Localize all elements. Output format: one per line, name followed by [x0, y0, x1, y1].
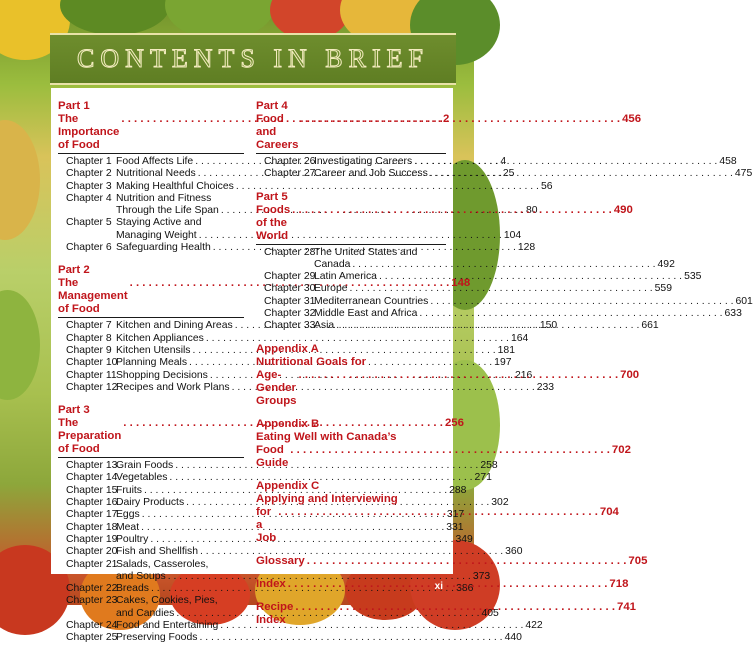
chapter-entry[interactable]: [264, 156, 737, 168]
chapter-page: 601: [735, 295, 753, 307]
section-title-text: The Importance of Food: [58, 113, 120, 151]
chapter-title-text: The United States and: [314, 246, 418, 258]
section-title-text: The Preparation of Food: [58, 417, 122, 456]
chapter-label: Chapter 13: [66, 460, 118, 472]
section-page: 148: [451, 277, 471, 290]
section-title-text: Food and Careers: [256, 113, 299, 151]
section-title-text: Applying and Interviewing: [256, 492, 398, 505]
chapter-label: Chapter 8: [66, 332, 112, 344]
section-page: 456: [622, 113, 642, 125]
section-title[interactable]: [256, 431, 446, 444]
chapter-title-text: Meat: [116, 521, 140, 533]
chapter-entry[interactable]: [66, 533, 473, 546]
chapter-title-text: Mediterranean Countries: [314, 295, 429, 307]
chapter-title-text: Fruits: [116, 484, 142, 496]
chapter-title-text: Planning Meals: [116, 357, 188, 369]
section-rule: [256, 244, 446, 245]
section-title-text: Foods of the World: [256, 203, 291, 242]
chapter-page: 422: [525, 620, 543, 632]
dot-leader: [430, 296, 733, 308]
chapter-page: 128: [517, 242, 536, 254]
chapter-entry[interactable]: [66, 521, 464, 534]
dot-leader: [288, 578, 608, 591]
section-title[interactable]: [256, 554, 648, 568]
chapter-label: Chapter 17: [66, 509, 118, 521]
chapter-entry[interactable]: [264, 271, 702, 283]
dot-leader: [295, 601, 615, 627]
chapter-title-text: Grain Foods: [116, 460, 174, 472]
section-rule: [256, 153, 446, 154]
chapter-label: Chapter 24: [66, 620, 118, 632]
chapter-entry[interactable]: [66, 632, 522, 644]
section-label: Appendix C: [256, 479, 320, 492]
chapter-page: 633: [724, 308, 742, 320]
section-page: 741: [617, 600, 637, 613]
chapter-title-text: Investigating Careers: [314, 156, 413, 167]
chapter-label: Chapter 4: [66, 192, 112, 204]
chapter-page: 216: [514, 369, 533, 381]
chapter-page: 150: [539, 320, 558, 332]
chapter-page: 475: [734, 168, 753, 180]
chapter-label: Chapter 16: [66, 497, 118, 509]
section-rule: [58, 457, 244, 458]
section-rule: [58, 153, 244, 154]
chapter-title-text: Kitchen Utensils: [116, 344, 191, 356]
chapter-title-text: Poultry: [116, 533, 149, 545]
chapter-label: Chapter 3: [66, 180, 112, 192]
chapter-title-text: Canada: [314, 258, 351, 270]
section-page: 700: [620, 368, 640, 381]
chapter-title-text: Managing Weight: [116, 229, 197, 241]
section-label: Part 1: [58, 100, 90, 112]
dot-leader: [352, 259, 655, 271]
chapter-page: 440: [504, 632, 522, 644]
dot-leader: [307, 555, 627, 568]
dot-leader: [299, 369, 619, 408]
chapter-label: Chapter 7: [66, 320, 112, 332]
section-label: Part 2: [58, 264, 90, 277]
chapter-title-text: Asia: [314, 320, 335, 332]
chapter-label: Chapter 29: [264, 271, 316, 283]
chapter-entry[interactable]: [66, 381, 555, 394]
chapter-title-text: Fish and Shellfish: [116, 546, 199, 558]
chapter-title-text: Food and Entertaining: [116, 620, 219, 632]
chapter-label: Chapter 15: [66, 484, 118, 496]
chapter-page: 661: [641, 320, 659, 332]
chapter-label: Chapter 2: [66, 168, 112, 180]
chapter-title: [314, 271, 701, 283]
chapter-title-text: Through the Life Span: [116, 205, 219, 217]
chapter-page: 181: [497, 344, 515, 356]
chapter-entry[interactable]: [66, 369, 533, 382]
chapter-page: 258: [480, 460, 498, 472]
chapter-label: Chapter 20: [66, 546, 118, 558]
chapter-label: Chapter 18: [66, 521, 118, 533]
chapter-title: [314, 296, 753, 308]
chapter-title: [314, 156, 737, 168]
chapter-title-line: [116, 632, 522, 644]
chapter-title-text: Middle East and Africa: [314, 308, 418, 320]
chapter-entry[interactable]: [66, 620, 543, 632]
chapter-title-text: Latin America: [314, 271, 377, 283]
chapter-page: 288: [449, 484, 467, 496]
chapter-entry[interactable]: [264, 308, 742, 320]
chapter-label: Chapter 33: [264, 320, 316, 332]
chapter-title-text: Europe: [314, 283, 348, 295]
section-title[interactable]: [256, 113, 642, 152]
chapter-title-text: and Candies: [116, 607, 175, 619]
section-page: 702: [611, 443, 631, 456]
chapter-title-line: [314, 259, 675, 271]
section-title[interactable]: [256, 493, 446, 506]
section-title-text: The Management of Food: [58, 277, 128, 316]
section-label: Part 5: [256, 190, 288, 203]
chapter-title-text: Food Affects Life: [116, 156, 194, 167]
chapter-title-text: Dairy Products: [116, 497, 185, 509]
section-rule: [58, 317, 244, 318]
dot-leader: [419, 308, 722, 320]
chapter-page: 386: [456, 583, 474, 595]
chapter-page: 164: [510, 332, 529, 344]
chapter-label: Chapter 22: [66, 583, 118, 595]
chapter-entry[interactable]: [66, 472, 492, 484]
chapter-page: 233: [536, 381, 555, 393]
toc-section: [256, 554, 648, 568]
dot-leader: [336, 320, 639, 332]
section-title[interactable]: [256, 356, 446, 369]
chapter-label: Chapter 27: [264, 168, 316, 180]
chapter-entry[interactable]: [66, 509, 465, 521]
section-page: 490: [613, 203, 633, 216]
chapter-page: 559: [654, 283, 672, 295]
section-page: 718: [609, 577, 629, 590]
chapter-page: 80: [525, 205, 538, 217]
chapter-page: 373: [472, 570, 491, 582]
chapter-title-text: Preserving Foods: [116, 632, 198, 644]
dot-leader: [292, 204, 612, 243]
section-label: Part 4: [256, 100, 288, 112]
chapter-title-text: Making Healthful Choices: [116, 180, 234, 192]
chapter-title-text: Kitchen Appliances: [116, 332, 204, 344]
chapter-entry[interactable]: [66, 546, 523, 558]
chapter-label: Chapter 12: [66, 381, 118, 393]
dot-leader: [199, 632, 502, 644]
page-title: CONTENTS IN BRIEF: [77, 44, 429, 73]
chapter-title-line: [314, 296, 753, 308]
chapter-page: 458: [719, 156, 737, 167]
section-page: 704: [599, 505, 619, 518]
dot-leader: [290, 444, 610, 470]
chapter-page: 197: [494, 357, 512, 369]
dot-leader: [414, 156, 717, 168]
section-label: Appendix A: [256, 342, 319, 355]
chapter-title-line: [314, 156, 737, 168]
chapter-entry[interactable]: [66, 460, 498, 472]
section-title-text: Food Guide: [256, 443, 289, 469]
chapter-title-line: [314, 283, 672, 295]
chapter-title-line: [314, 320, 659, 332]
chapter-title-text: Safeguarding Health: [116, 242, 211, 254]
chapter-title: [314, 247, 675, 272]
chapter-title-line: [314, 271, 701, 283]
chapter-page: 271: [474, 472, 492, 484]
chapter-label: Chapter 31: [264, 295, 316, 307]
chapter-page: 535: [684, 271, 702, 283]
section-page: 256: [444, 417, 464, 430]
chapter-page: 317: [446, 509, 465, 521]
chapter-title-text: Staying Active and: [116, 217, 202, 229]
chapter-page: 331: [446, 521, 464, 533]
section-page: 2: [443, 113, 450, 125]
chapter-label: Chapter 6: [66, 242, 112, 254]
section-label: Part 3: [58, 404, 90, 417]
chapter-title-text: Kitchen and Dining Areas: [116, 320, 233, 332]
section-title-text: for a Job: [256, 505, 277, 544]
chapter-label: Chapter 11: [66, 369, 117, 381]
section-title-text: Glossary: [256, 554, 305, 567]
chapter-label: Chapter 30: [264, 283, 316, 295]
chapter-label: Chapter 10: [66, 357, 118, 369]
chapter-title: [314, 168, 752, 180]
chapter-page: 302: [491, 497, 509, 509]
chapter-label: Chapter 5: [66, 217, 112, 229]
chapter-title: [314, 308, 742, 320]
chapter-title-line: [314, 168, 752, 180]
title-banner: [50, 33, 456, 85]
dot-leader: [278, 506, 598, 545]
chapter-title-text: Nutrition and Fitness: [116, 192, 212, 204]
chapter-title-text: and Soups: [116, 570, 166, 582]
chapter-title: [116, 632, 522, 644]
section-title-text: Age-Gender Groups: [256, 368, 297, 407]
chapter-label: Chapter 28: [264, 246, 316, 258]
chapter-title-text: Salads, Casseroles,: [116, 558, 209, 570]
chapter-label: Chapter 21: [66, 558, 118, 570]
chapter-title-text: Shopping Decisions: [116, 369, 208, 381]
dot-leader: [379, 271, 682, 283]
chapter-page: 104: [503, 229, 522, 241]
chapter-title-text: Eggs: [116, 509, 140, 521]
chapter-page: 349: [455, 533, 473, 545]
dot-leader: [350, 283, 653, 295]
dot-leader: [430, 168, 733, 180]
section-page: 705: [628, 554, 648, 567]
chapter-label: Chapter 14: [66, 472, 118, 484]
chapter-page: 405: [481, 607, 499, 619]
chapter-label: Chapter 32: [264, 308, 316, 320]
chapter-title-text: Nutritional Needs: [116, 168, 196, 180]
chapter-title-text: Vegetables: [116, 472, 168, 484]
chapter-title-text: Breads: [116, 583, 149, 595]
chapter-label: Chapter 9: [66, 344, 112, 356]
chapter-title-text: Recipes and Work Plans: [116, 381, 230, 393]
page-number: xi: [434, 581, 443, 592]
chapter-label: Chapter 19: [66, 533, 118, 545]
section-title-text: Nutritional Goals for: [256, 355, 367, 368]
chapter-page: 56: [540, 180, 553, 192]
chapter-entry[interactable]: [66, 180, 553, 193]
chapter-page: 492: [657, 258, 675, 270]
chapter-label: Chapter 23: [66, 595, 118, 607]
chapter-title-text: Cakes, Cookies, Pies,: [116, 595, 218, 607]
chapter-title-line: [314, 247, 675, 259]
section-title-text: Eating Well with Canada’s: [256, 430, 397, 443]
chapter-entry[interactable]: [264, 295, 753, 308]
chapter-title: [314, 320, 659, 332]
chapter-title: [314, 283, 672, 295]
chapter-label: Chapter 1: [66, 156, 112, 167]
chapter-page: 4: [500, 156, 507, 167]
chapter-entry[interactable]: [66, 332, 529, 345]
chapter-page: 25: [502, 168, 515, 180]
chapter-label: Chapter 25: [66, 632, 118, 644]
section-label: Appendix B: [256, 417, 320, 430]
section-title-text: Index: [256, 577, 286, 590]
chapter-title-line: [314, 308, 742, 320]
chapter-title-text: Career and Job Success: [314, 168, 428, 180]
chapter-label: Chapter 26: [264, 156, 316, 167]
section-title-text: Recipe Index: [256, 600, 294, 626]
chapter-page: 360: [505, 546, 523, 558]
dot-leader: [300, 113, 620, 152]
